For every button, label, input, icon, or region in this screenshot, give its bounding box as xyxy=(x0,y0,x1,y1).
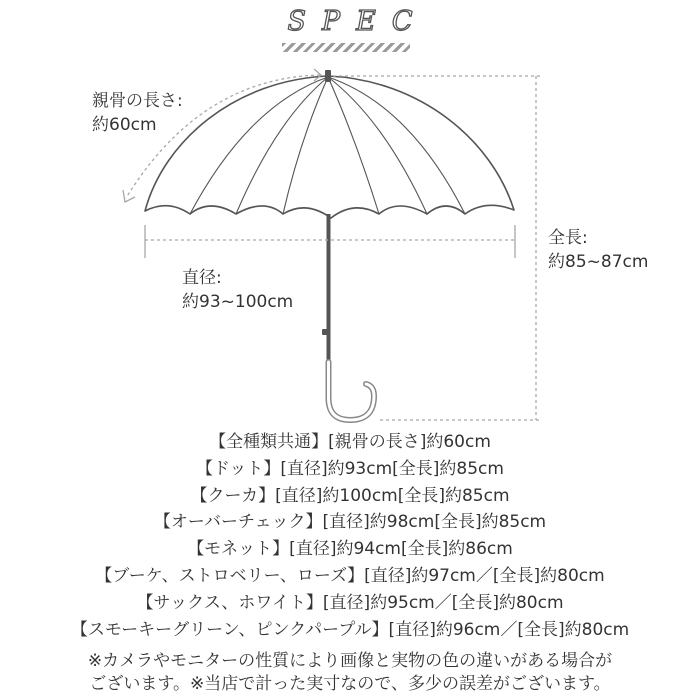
rib-length-label xyxy=(92,89,183,137)
page-title: SPEC xyxy=(287,6,429,37)
spec-line: 【ドット】[直径]約93cm[全長]約85cm xyxy=(196,458,504,479)
diameter-title: 直径: xyxy=(182,268,222,288)
spec-line: 【クーカ】[直径]約100cm[全長]約85cm xyxy=(190,485,510,506)
total-length-title: 全長: xyxy=(548,228,588,248)
spec-line: 【スモーキーグリーン、ピンクパープル】[直径]約96cm／[全長]約80cm xyxy=(70,619,630,640)
spec-line: 【全種類共通】[親骨の長さ]約60cm xyxy=(209,432,491,452)
spec-line: 【サックス、ホワイト】[直径]約95cm／[全長]約80cm xyxy=(136,592,564,613)
diameter-value: 約93~100cm xyxy=(182,292,294,312)
note-line: ございます。※当店で計った実寸なので、多少の誤差がございます。 xyxy=(89,674,611,694)
diameter-label xyxy=(182,266,293,314)
umbrella-canopy xyxy=(145,76,514,218)
disclaimer-notes xyxy=(0,650,700,696)
spec-line: 【ブーケ、ストロベリー、ローズ】[直径]約97cm／[全長]約80cm xyxy=(95,565,605,586)
umbrella-shaft xyxy=(327,214,331,364)
umbrella-tip xyxy=(325,70,331,82)
spec-list xyxy=(0,429,700,643)
rib-length-title: 親骨の長さ: xyxy=(92,91,183,111)
umbrella-handle xyxy=(329,362,375,420)
total-length-label xyxy=(548,226,648,274)
umbrella-runner xyxy=(322,329,330,335)
note-line: ※カメラやモニターの性質により画像と実物の色の違いがある場合が xyxy=(87,651,613,671)
spec-line: 【モネット】[直径]約94cm[全長]約86cm xyxy=(187,539,513,560)
spec-line: 【オーバーチェック】[直径]約98cm[全長]約85cm xyxy=(153,512,547,533)
rib-length-value: 約60cm xyxy=(92,115,157,135)
total-length-value: 約85~87cm xyxy=(548,252,649,272)
